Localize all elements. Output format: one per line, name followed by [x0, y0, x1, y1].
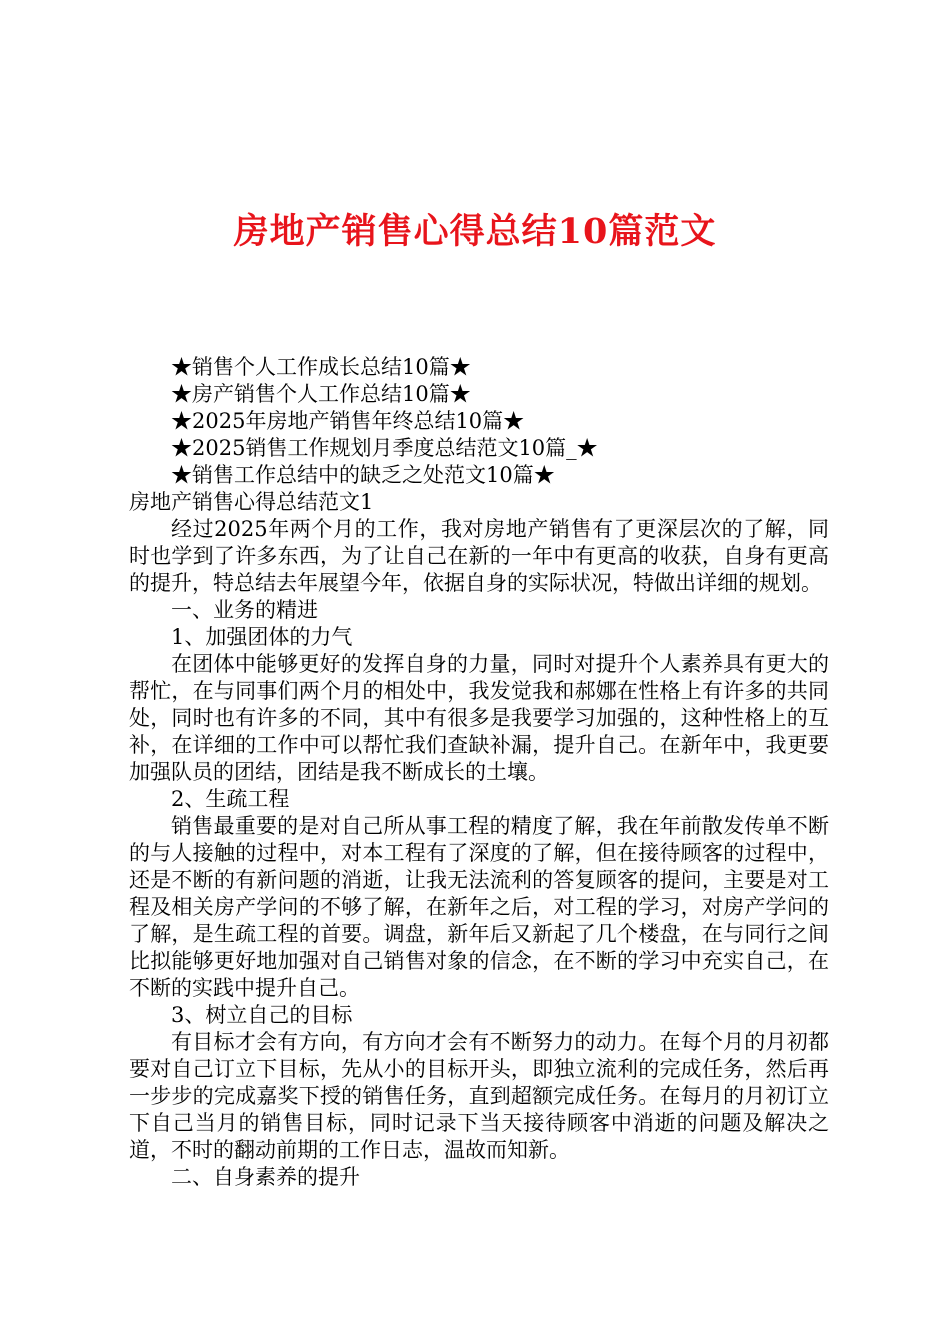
- paragraph-project: 销售最重要的是对自己所从事工程的精度了解，我在年前散发传单不断的与人接触的过程中，对本工程有了深度的了解，但在接待顾客的过程中，还是不断的有新问题的消逝，让我无法流利的答复顾客的提问，主要是对工程及相关房产学问的不够了解，在新年之后，对工程的学习，对房产学问的了解，是生疏工程的首要。调盘，新年后又新起了几个楼盘，在与同行之间比拟能够更好地加强对自己销售对象的信念，在不断的学习中充实自己，在不断的实践中提升自己。: [129, 814, 829, 1000]
- related-link-3[interactable]: ★2025年房地产销售年终总结10篇★: [171, 409, 525, 433]
- subsection-heading-1: 1、加强团体的力气: [171, 625, 353, 649]
- subsection-heading-3: 3、树立自己的目标: [171, 1003, 353, 1027]
- paragraph-goals: 有目标才会有方向，有方向才会有不断努力的动力。在每个月的月初都要对自己订立下目标，先从小的目标开头，即独立流利的完成任务，然后再一步步的完成嘉奖下授的销售任务，直到超额完成任务。在每月的月初订立下自己当月的销售目标，同时记录下当天接待顾客中消逝的问题及解决之道，不时的翻动前期的工作日志，温故而知新。: [129, 1030, 829, 1162]
- document-title: 房地产销售心得总结10篇范文: [233, 211, 717, 252]
- document-body: [129, 354, 829, 1191]
- article-heading: 房地产销售心得总结范文1: [129, 490, 374, 514]
- related-link-2[interactable]: ★房产销售个人工作总结10篇★: [171, 382, 471, 406]
- related-link-4[interactable]: ★2025销售工作规划月季度总结范文10篇_★: [171, 436, 598, 460]
- paragraph-team: 在团体中能够更好的发挥自身的力量，同时对提升个人素养具有更大的帮忙，在与同事们两个月的相处中，我发觉我和郝娜在性格上有许多的共同处，同时也有许多的不同，其中有很多是我要学习加强的，这种性格上的互补，在详细的工作中可以帮忙我们查缺补漏，提升自己。在新年中，我更要加强队员的团结，团结是我不断成长的土壤。: [129, 652, 829, 784]
- subsection-heading-2: 2、生疏工程: [171, 787, 290, 811]
- related-link-1[interactable]: ★销售个人工作成长总结10篇★: [171, 355, 471, 379]
- paragraph-intro: 经过2025年两个月的工作，我对房地产销售有了更深层次的了解，同时也学到了许多东西，为了让自己在新的一年中有更高的收获，自身有更高的提升，特总结去年展望今年，依据自身的实际状况，特做出详细的规划。: [129, 517, 829, 595]
- section-heading-1: 一、业务的精进: [171, 598, 318, 622]
- related-link-5[interactable]: ★销售工作总结中的缺乏之处范文10篇★: [171, 463, 555, 487]
- section-heading-2: 二、自身素养的提升: [171, 1165, 360, 1189]
